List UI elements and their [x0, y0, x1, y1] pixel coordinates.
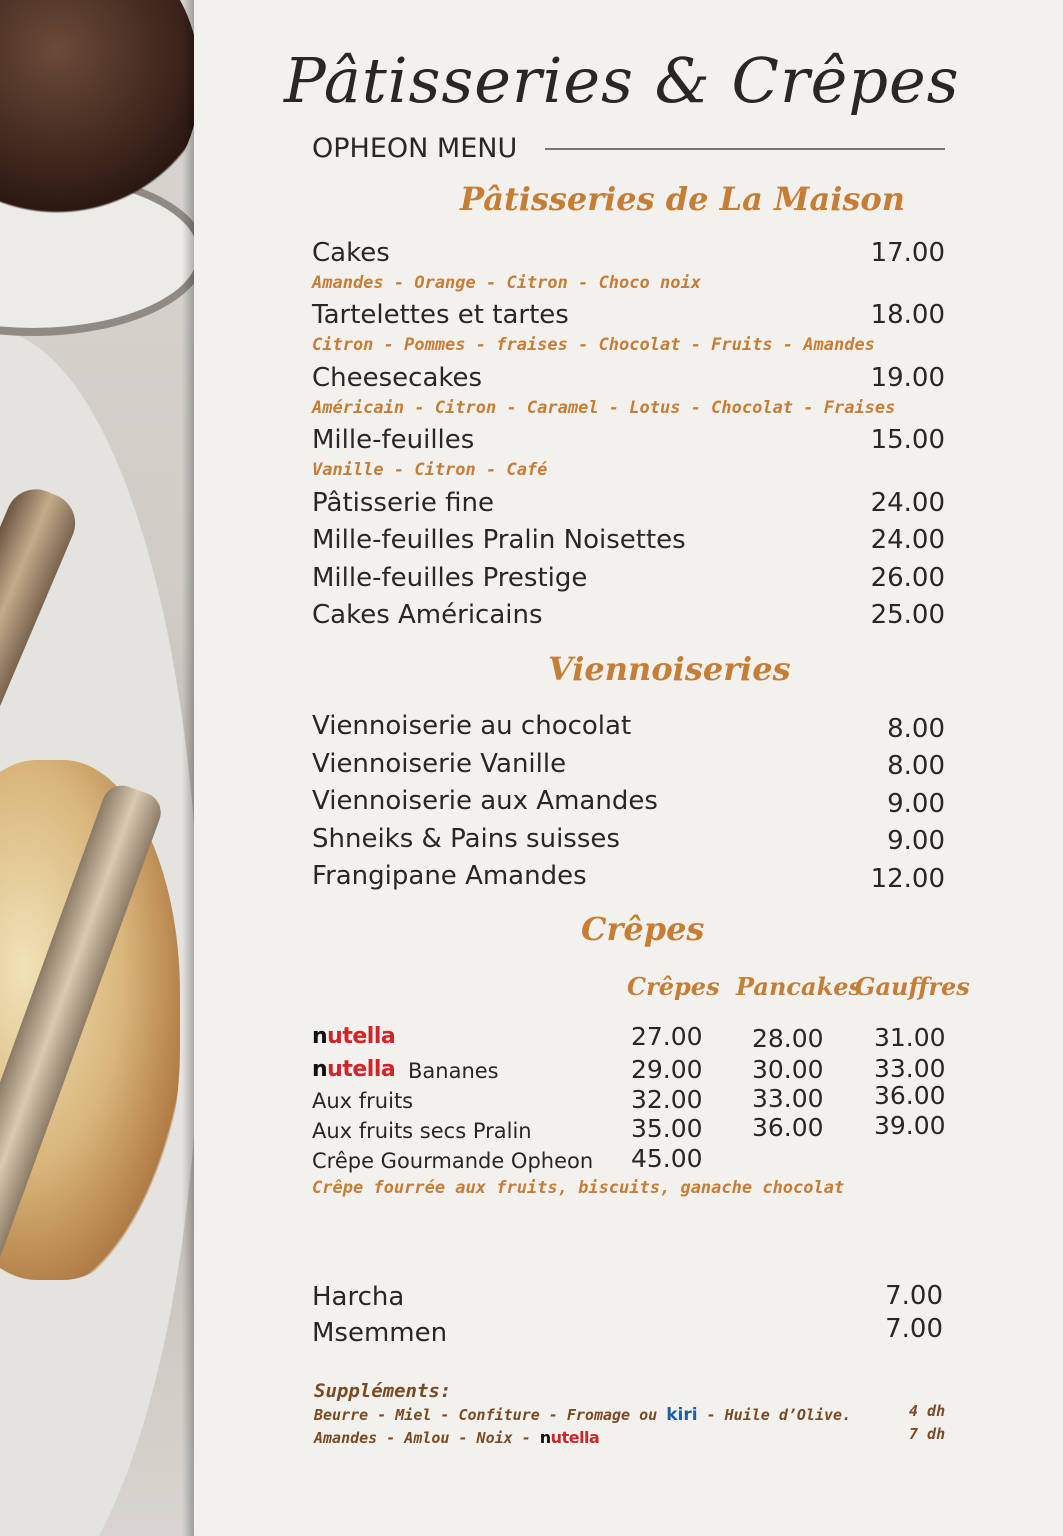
- supplements-line-2: [314, 1428, 599, 1447]
- supplements-line-1: [314, 1405, 851, 1425]
- photo-strip: [0, 0, 194, 1536]
- menu-item-name: Frangipane Amandes: [312, 861, 587, 891]
- price-gauffres: 31.00: [874, 1023, 946, 1052]
- price-crepes: 29.00: [631, 1055, 703, 1084]
- menu-item-name: Tartelettes et tartes: [312, 300, 569, 330]
- menu-item-price: 24.00: [870, 525, 945, 555]
- menu-item-price: 19.00: [870, 363, 945, 393]
- menu-item-name: Viennoiserie Vanille: [312, 749, 567, 779]
- menu-item-price: 26.00: [870, 563, 945, 593]
- menu-item-price: 18.00: [870, 300, 945, 330]
- menu-item-name: Mille-feuilles Prestige: [312, 563, 588, 593]
- column-header-pancakes: Pancakes: [736, 972, 862, 1001]
- column-header-crepes: Crêpes: [627, 972, 720, 1001]
- price-crepes: 35.00: [631, 1114, 703, 1143]
- menu-item-name: Cakes: [312, 238, 390, 268]
- menu-item-price: 15.00: [870, 425, 945, 455]
- crepe-note: Crêpe fourrée aux fruits, biscuits, ganache chocolat: [312, 1178, 845, 1198]
- section-title-crepes: Crêpes: [581, 910, 705, 948]
- price-pancakes: 28.00: [752, 1024, 824, 1053]
- subtitle-divider: [545, 148, 945, 150]
- menu-item-price: 9.00: [887, 826, 945, 856]
- price-crepes: 27.00: [631, 1022, 703, 1051]
- menu-item-price: 9.00: [887, 789, 945, 819]
- menu-item-price: 8.00: [887, 714, 945, 744]
- crepe-item-name: Aux fruits: [312, 1089, 414, 1113]
- supplements-text: Beurre - Miel - Confiture - Fromage ou: [314, 1406, 658, 1424]
- section-title-maison: Pâtisseries de La Maison: [460, 180, 905, 218]
- menu-item-price: 12.00: [870, 864, 945, 894]
- menu-item-name: Mille-feuilles Pralin Noisettes: [312, 525, 686, 555]
- supplements-text: Amandes - Amlou - Noix -: [314, 1429, 531, 1447]
- price-gauffres: 33.00: [874, 1054, 946, 1083]
- kiri-logo: kiri: [666, 1405, 698, 1425]
- supplements-text: - Huile d’Olive.: [706, 1406, 852, 1424]
- menu-item-price: 25.00: [870, 600, 945, 630]
- crepe-item-name: Crêpe Gourmande Opheon: [312, 1149, 594, 1173]
- menu-item-name: Pâtisserie fine: [312, 488, 494, 518]
- chocolate-cake-image: [0, 0, 194, 230]
- menu-item-description: Vanille - Citron - Café: [312, 460, 548, 480]
- price-crepes: 32.00: [631, 1085, 703, 1114]
- supplements-price-2: 7 dh: [909, 1425, 946, 1443]
- price-gauffres: 39.00: [874, 1111, 946, 1140]
- menu-item-name: Harcha: [312, 1282, 405, 1312]
- price-crepes: 45.00: [631, 1144, 703, 1173]
- menu-item-price: 8.00: [887, 751, 945, 781]
- menu-item-price: 24.00: [870, 488, 945, 518]
- nutella-logo: nutella: [312, 1024, 396, 1049]
- nutella-logo: nutella: [312, 1057, 396, 1082]
- price-pancakes: 30.00: [752, 1055, 824, 1084]
- menu-item-price: 7.00: [885, 1314, 943, 1344]
- crepe-item-name: Bananes: [408, 1059, 499, 1083]
- menu-item-name: Mille-feuilles: [312, 425, 475, 455]
- menu-item-description: Américain - Citron - Caramel - Lotus - Chocolat - Fraises: [312, 398, 896, 418]
- menu-item-name: Cakes Américains: [312, 600, 543, 630]
- section-title-viennoiseries: Viennoiseries: [548, 650, 791, 688]
- menu-item-name: Viennoiserie au chocolat: [312, 711, 632, 741]
- photo-shadow: [182, 0, 194, 1536]
- menu-item-name: Viennoiserie aux Amandes: [312, 786, 658, 816]
- price-pancakes: 33.00: [752, 1084, 824, 1113]
- menu-item-price: 7.00: [885, 1281, 943, 1311]
- page-title: Pâtisseries & Crêpes: [284, 44, 960, 117]
- menu-item-name: Cheesecakes: [312, 363, 483, 393]
- price-gauffres: 36.00: [874, 1081, 946, 1110]
- nutella-logo: nutella: [539, 1428, 600, 1447]
- menu-item-price: 17.00: [870, 238, 945, 268]
- supplements-title: Suppléments:: [314, 1380, 452, 1402]
- column-header-gauffres: Gauffres: [855, 972, 970, 1001]
- crepe-item-name: Aux fruits secs Pralin: [312, 1119, 532, 1143]
- supplements-price-1: 4 dh: [909, 1402, 946, 1420]
- menu-item-description: Citron - Pommes - fraises - Chocolat - Fruits - Amandes: [312, 335, 875, 355]
- menu-subtitle: OPHEON MENU: [312, 133, 518, 164]
- menu-item-description: Amandes - Orange - Citron - Choco noix: [312, 273, 701, 293]
- menu-item-name: Shneiks & Pains suisses: [312, 824, 620, 854]
- price-pancakes: 36.00: [752, 1113, 824, 1142]
- menu-item-name: Msemmen: [312, 1318, 448, 1348]
